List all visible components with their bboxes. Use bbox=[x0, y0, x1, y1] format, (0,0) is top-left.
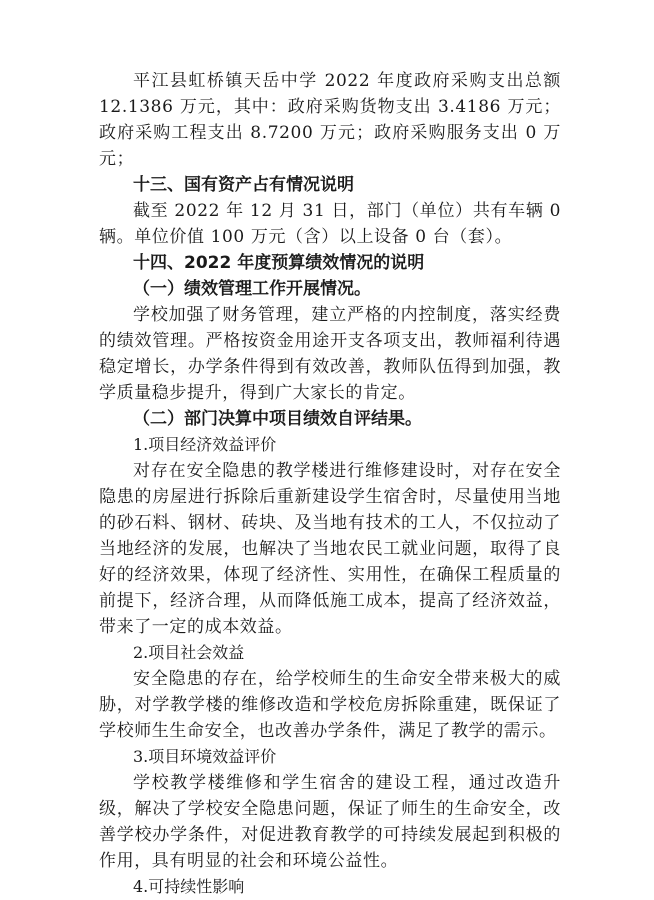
item-2-title: 2.项目社会效益 bbox=[133, 643, 245, 662]
economic-benefit-paragraph: 对存在安全隐患的教学楼进行维修建设时，对存在安全隐患的房屋进行拆除后重新建设学生宿舍时，尽量使用当地的砂石料、钢材、砖块、及当地有技术的工人，不仅拉动了当地经济的发展，也解决了当地农民工就业问题，取得了良好的经济效果，体现了经济性、实用性，在确保工程质量的前提下，经济合理，从而降低施工成本，提高了经济效益，带来了一定的成本效益。 bbox=[99, 461, 561, 637]
section-14-heading: 十四、2022 年度预算绩效情况的说明 bbox=[133, 253, 425, 273]
sub-section-1-heading: （一）绩效管理工作开展情况。 bbox=[133, 279, 371, 299]
social-benefit-paragraph: 安全隐患的存在，给学校师生的生命安全带来极大的威胁，对学教学楼的维修改造和学校危房拆除重建，既保证了学校师生生命安全，也改善办学条件，满足了教学的需示。 bbox=[99, 669, 561, 741]
assets-paragraph: 截至 2022 年 12 月 31 日，部门（单位）共有车辆 0 辆。单位价值 100 万元（含）以上设备 0 台（套）。 bbox=[99, 201, 561, 247]
section-13-heading: 十三、国有资产占有情况说明 bbox=[133, 175, 354, 195]
item-4-title: 4.可持续性影响 bbox=[133, 877, 245, 896]
document-page bbox=[99, 68, 561, 900]
sub-section-2-heading: （二）部门决算中项目绩效自评结果。 bbox=[133, 409, 422, 429]
item-3-title: 3.项目环境效益评价 bbox=[133, 747, 277, 766]
performance-management-paragraph: 学校加强了财务管理，建立严格的内控制度，落实经费的绩效管理。严格按资金用途开支各项支出，教师福利待遇稳定增长，办学条件得到有效改善，教师队伍得到加强，教学质量稳步提升，得到广大家长的肯定。 bbox=[99, 305, 561, 403]
procurement-paragraph: 平江县虹桥镇天岳中学 2022 年度政府采购支出总额 12.1386 万元，其中：政府采购货物支出 3.4186 万元；政府采购工程支出 8.7200 万元；政府采购服务支出 0 万元； bbox=[99, 71, 561, 169]
environmental-benefit-paragraph: 学校教学楼维修和学生宿舍的建设工程，通过改造升级，解决了学校安全隐患问题，保证了师生的生命安全，改善学校办学条件，对促进教育教学的可持续发展起到积极的作用，具有明显的社会和环境公益性。 bbox=[99, 773, 561, 871]
item-1-title: 1.项目经济效益评价 bbox=[133, 435, 277, 454]
